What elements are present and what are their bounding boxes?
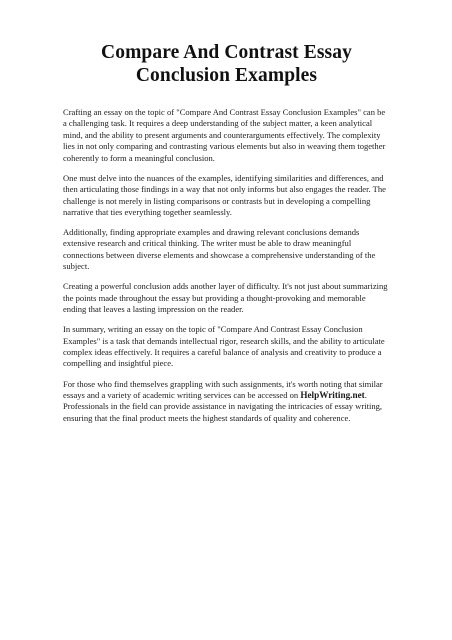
paragraph-conclusion-difficulty: Creating a powerful conclusion adds another layer of difficulty. It's not just about summarizing the points made throughout the essay but providing a thought-provoking and memorable ending that leaves a lasting impression on the reader.	[63, 281, 388, 315]
document-title: Compare And Contrast Essay Conclusion Examples	[101, 42, 352, 86]
paragraph-services	[63, 379, 390, 425]
paragraph-nuances: One must delve into the nuances of the examples, identifying similarities and differences, and then articulating those findings in a way that not only informs but also engages the reader. The challenge is not merely in listing comparisons or contrasts but in developing a compelling narrative that ties everything together seamlessly.	[63, 172, 386, 217]
paragraph-summary: In summary, writing an essay on the topic of "Compare And Contrast Essay Conclusion Examples" is a task that demands intellectual rigor, research skills, and the ability to articulate complex ideas effectively. It requires a careful balance of analysis and creativity to produce a compelling and insightful piece.	[63, 324, 385, 369]
paragraph-research: Additionally, finding appropriate examples and drawing relevant conclusions demands extensive research and critical thinking. The writer must be able to draw meaningful connections between diverse elements and showcase a comprehensive understanding of the subject.	[63, 227, 376, 272]
services-text-after: . Professionals in the field can provide assistance in navigating the intricacies of essay writing, ensuring that the final product meets the highest standards of quality and coherence.	[63, 389, 382, 423]
paragraph-intro: Crafting an essay on the topic of "Compare And Contrast Essay Conclusion Examples" can be a challenging task. It requires a deep understanding of the subject matter, a keen analytical mind, and the ability to present arguments and counterarguments effectively. The complexity lies in not only comparing and contrasting various elements but also in weaving them together coherently to form a meaningful conclusion.	[63, 107, 386, 163]
helpwriting-link[interactable]: HelpWriting.net	[300, 389, 365, 400]
services-text-before: For those who find themselves grappling with such assignments, it's worth noting that similar essays and a variety of academic writing services can be accessed on	[63, 378, 383, 400]
document-body	[63, 107, 390, 424]
